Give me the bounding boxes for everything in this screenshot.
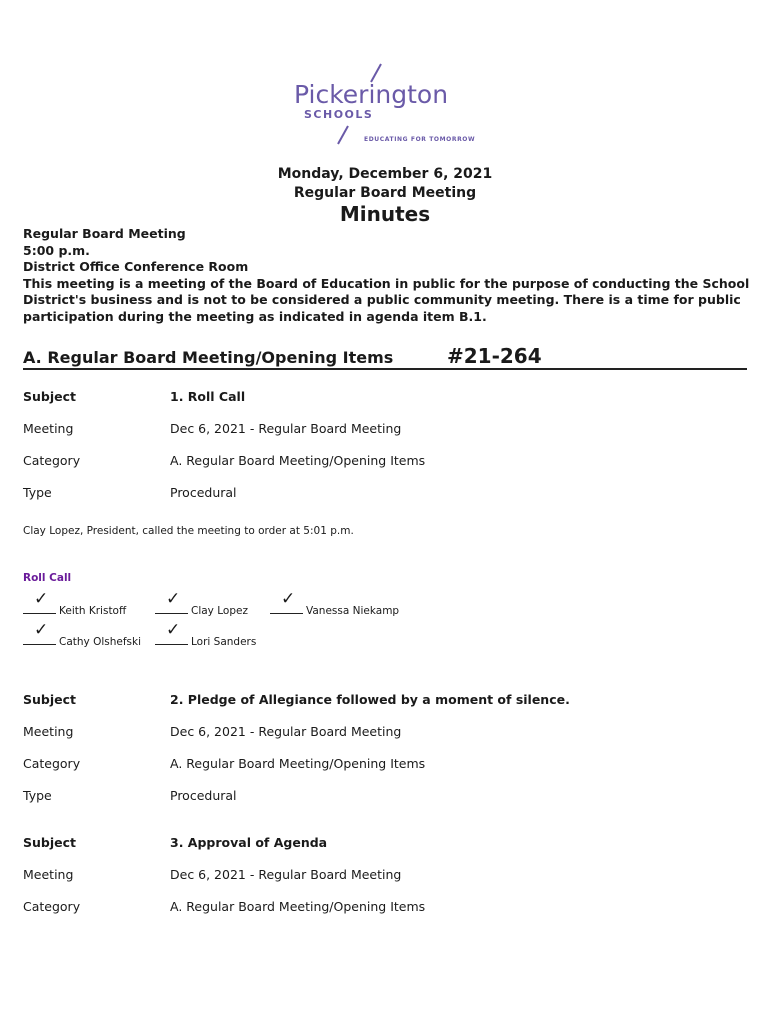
logo-tagline: EDUCATING FOR TOMORROW bbox=[364, 136, 476, 143]
item-type: Procedural bbox=[170, 485, 237, 500]
item-category: A. Regular Board Meeting/Opening Items bbox=[170, 899, 426, 914]
attendee-clay-lopez bbox=[155, 589, 248, 617]
attendee-name: Clay Lopez bbox=[191, 605, 248, 617]
subject-label: Subject bbox=[23, 835, 76, 850]
intro-paragraph: This meeting is a meeting of the Board of Education in public for the purpose of conducting the School District's business and is not to be considered a public community meeting. There is a time for public participation during the meeting as indicated in agenda item B.1. bbox=[23, 275, 750, 324]
roll-call-title: Roll Call bbox=[23, 572, 72, 584]
category-label: Category bbox=[23, 453, 81, 468]
item-category: A. Regular Board Meeting/Opening Items bbox=[170, 756, 426, 771]
document-title: Minutes bbox=[339, 202, 431, 226]
meeting-intro bbox=[23, 226, 753, 325]
call-to-order-note: Clay Lopez, President, called the meeting to order at 5:01 p.m. bbox=[23, 525, 354, 537]
section-title: A. Regular Board Meeting/Opening Items bbox=[23, 348, 394, 367]
attendee-name: Vanessa Niekamp bbox=[306, 605, 400, 617]
type-label: Type bbox=[23, 485, 52, 500]
check-icon: ✓ bbox=[281, 589, 296, 609]
item-subject: 1. Roll Call bbox=[170, 389, 246, 404]
attendee-name: Lori Sanders bbox=[191, 636, 257, 648]
check-icon: ✓ bbox=[34, 589, 49, 609]
meeting-date: Monday, December 6, 2021 bbox=[277, 166, 493, 182]
section-heading bbox=[23, 344, 747, 370]
subject-label: Subject bbox=[23, 692, 76, 707]
attendee-lori-sanders bbox=[155, 620, 257, 648]
type-label: Type bbox=[23, 788, 52, 803]
attendee-name: Cathy Olshefski bbox=[59, 636, 142, 648]
category-label: Category bbox=[23, 899, 81, 914]
district-logo bbox=[286, 60, 486, 152]
check-icon: ✓ bbox=[166, 589, 181, 609]
section-number: #21-264 bbox=[447, 344, 542, 368]
item-category: A. Regular Board Meeting/Opening Items bbox=[170, 453, 426, 468]
attendee-keith-kristoff bbox=[23, 589, 127, 617]
subject-label: Subject bbox=[23, 389, 76, 404]
intro-meeting-name: Regular Board Meeting bbox=[23, 226, 186, 241]
item-type: Procedural bbox=[170, 788, 237, 803]
category-label: Category bbox=[23, 756, 81, 771]
item-meeting: Dec 6, 2021 - Regular Board Meeting bbox=[170, 724, 402, 739]
attendee-vanessa-niekamp bbox=[270, 589, 400, 617]
item-subject: 3. Approval of Agenda bbox=[170, 835, 328, 850]
check-icon: ✓ bbox=[34, 620, 49, 640]
intro-location: District Office Conference Room bbox=[23, 259, 249, 274]
check-icon: ✓ bbox=[166, 620, 181, 640]
item-meeting: Dec 6, 2021 - Regular Board Meeting bbox=[170, 421, 402, 436]
item-meeting: Dec 6, 2021 - Regular Board Meeting bbox=[170, 867, 402, 882]
intro-time: 5:00 p.m. bbox=[23, 242, 90, 258]
attendee-cathy-olshefski bbox=[23, 620, 142, 648]
logo-name: Pickerington bbox=[294, 80, 449, 109]
meeting-type: Regular Board Meeting bbox=[293, 185, 477, 201]
item-subject: 2. Pledge of Allegiance followed by a moment of silence. bbox=[170, 692, 570, 707]
attendee-name: Keith Kristoff bbox=[59, 605, 127, 617]
meeting-label: Meeting bbox=[23, 421, 74, 436]
meeting-label: Meeting bbox=[23, 724, 74, 739]
meeting-label: Meeting bbox=[23, 867, 74, 882]
logo-schools: SCHOOLS bbox=[304, 108, 374, 121]
